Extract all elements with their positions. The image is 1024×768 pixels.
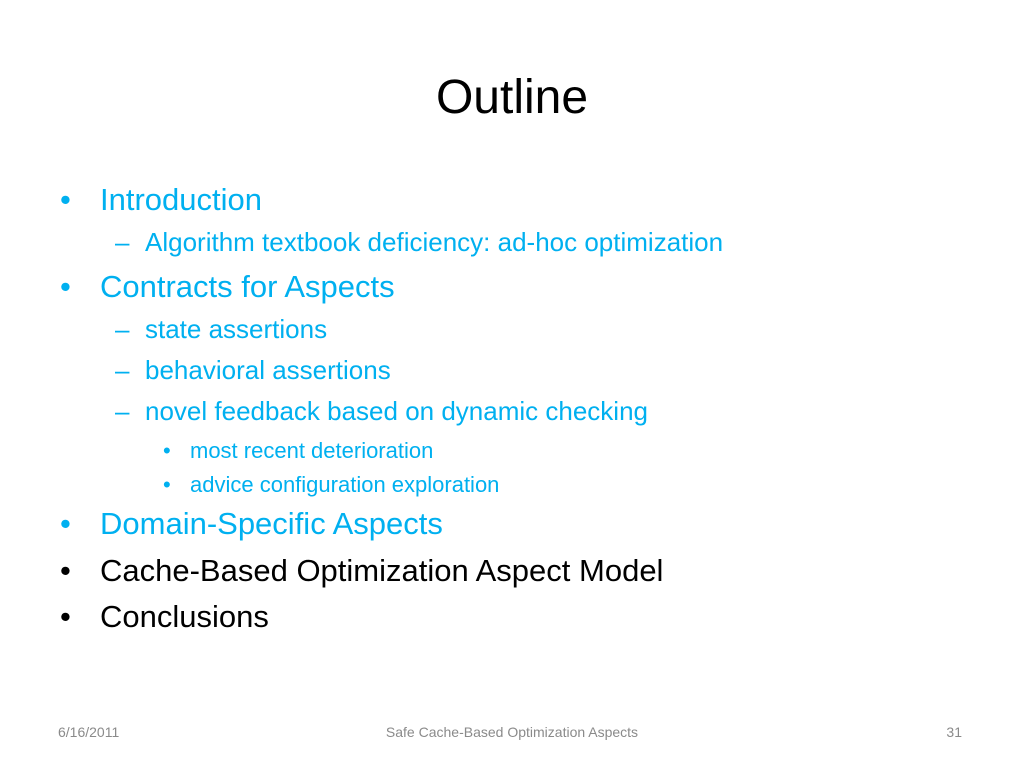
bullet-marker: • — [163, 472, 171, 497]
dash-marker: – — [115, 355, 130, 385]
dash-marker: – — [115, 227, 130, 257]
bullet-marker: • — [60, 506, 71, 541]
outline-item-text: advice configuration exploration — [190, 472, 500, 497]
footer-page-number: 31 — [946, 724, 962, 740]
outline-item-text: Conclusions — [100, 599, 269, 634]
bullet-marker: • — [60, 599, 71, 634]
outline-item-text: behavioral assertions — [145, 355, 391, 385]
outline-item-text: novel feedback based on dynamic checking — [145, 396, 648, 426]
bullet-marker: • — [163, 438, 171, 463]
outline-item-text: Contracts for Aspects — [100, 269, 395, 304]
outline-item-text: Domain-Specific Aspects — [100, 506, 443, 541]
slide-title: Outline — [435, 71, 589, 124]
outline-item-text: Cache-Based Optimization Aspect Model — [100, 553, 664, 588]
footer-title: Safe Cache-Based Optimization Aspects — [385, 724, 639, 740]
footer-date: 6/16/2011 — [58, 724, 120, 740]
outline-item-text: Introduction — [100, 182, 262, 217]
dash-marker: – — [115, 396, 130, 426]
dash-marker: – — [115, 314, 130, 344]
bullet-marker: • — [60, 269, 71, 304]
outline-item-text: most recent deterioration — [190, 438, 434, 463]
outline-item-text: state assertions — [145, 314, 328, 344]
outline-item-text: Algorithm textbook deficiency: ad-hoc optimization — [145, 227, 724, 257]
bullet-marker: • — [60, 182, 71, 217]
bullet-marker: • — [60, 553, 71, 588]
